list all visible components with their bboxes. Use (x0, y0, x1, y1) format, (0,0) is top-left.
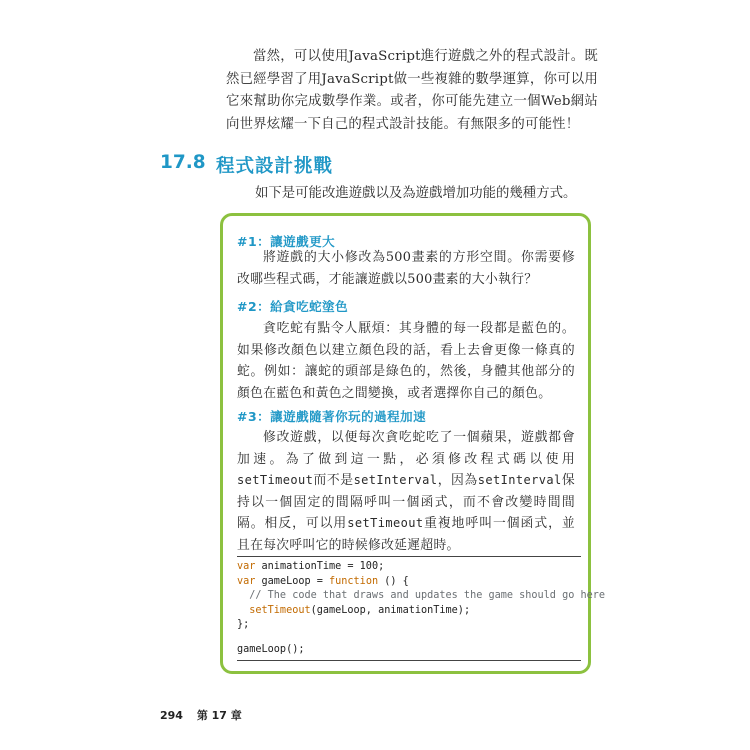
section-lead: 如下是可能改進遊戲以及為遊戲增加功能的幾種方式。 (255, 186, 577, 201)
code-line (237, 575, 581, 590)
code-text: gameLoop(); (237, 643, 305, 655)
challenge-1-heading: #1：讓遊戲更大 (237, 234, 336, 249)
code-text: (gameLoop, animationTime); (310, 604, 471, 616)
inline-code: setInterval (353, 473, 438, 487)
code-comment: // The code that draws and updates the game should go here (237, 590, 606, 601)
text-run: 重複地呼叫一個函式，並且在每次呼叫它的時候修改延遲超時。 (237, 516, 575, 553)
code-text: }; (237, 619, 250, 630)
code-keyword: var (237, 575, 256, 587)
code-line (237, 604, 581, 619)
code-listing (237, 560, 606, 657)
code-function: setTimeout (237, 604, 311, 616)
code-text: gameLoop = (255, 575, 330, 587)
challenges-box (220, 213, 606, 674)
code-text: () { (378, 575, 409, 587)
inline-code: setInterval (477, 473, 562, 487)
intro-paragraph: 當然，可以使用JavaScript進行遊戲之外的程式設計。既然已經學習了用JavaScript做一些複雜的數學運算，你可以用它來幫助你完成數學作業。或者，你可能先建立一個Web網站向世界炫耀一下自己的程式設計技能。有無限多的可能性！ (226, 49, 598, 132)
inline-code: setTimeout (347, 516, 424, 530)
code-rule-bottom (237, 660, 581, 661)
code-blank-line (237, 633, 581, 643)
challenge-3-body (237, 427, 575, 556)
inline-code: setTimeout (237, 473, 314, 487)
text-run: 保持以一個固定的間隔呼叫一個函式，而不會改變時間間隔。相反，可以用 (237, 473, 575, 531)
code-line (237, 560, 581, 575)
chapter-label: 第 17 章 (196, 709, 242, 722)
page-footer (160, 707, 252, 723)
page-number: 294 (160, 709, 183, 722)
challenge-1-body: 將遊戲的大小修改為500畫素的方形空間。你需要修改哪些程式碼，才能讓遊戲以500畫素的大小執行？ (237, 250, 575, 287)
section-number: 17.8 (160, 152, 206, 173)
code-line (237, 589, 606, 604)
code-line (237, 643, 581, 658)
text-run: 修改遊戲，以便每次貪吃蛇吃了一個蘋果，遊戲都會加速。為了做到這一點，必須修改程式碼以使用 (237, 430, 575, 467)
code-line (237, 618, 581, 633)
code-rule-top (237, 556, 581, 557)
text-run: 而不是 (313, 473, 354, 488)
code-keyword: function (329, 575, 379, 587)
challenge-2-heading: #2：給貪吃蛇塗色 (237, 299, 349, 314)
section-title: 程式設計挑戰 (216, 156, 334, 177)
text-run: ，因為 (437, 473, 478, 488)
code-keyword: var (237, 561, 256, 572)
challenge-3-heading: #3：讓遊戲隨著你玩的過程加速 (237, 409, 427, 424)
code-text: animationTime = 100; (255, 561, 385, 572)
challenge-2-body: 貪吃蛇有點令人厭煩：其身體的每一段都是藍色的。如果修改顏色以建立顏色段的話，看上去會更像一條真的蛇。例如：讓蛇的頭部是綠色的，然後，身體其他部分的顏色在藍色和黃色之間變換，或者選擇你自己的顏色。 (237, 321, 575, 401)
section-heading (160, 152, 580, 182)
